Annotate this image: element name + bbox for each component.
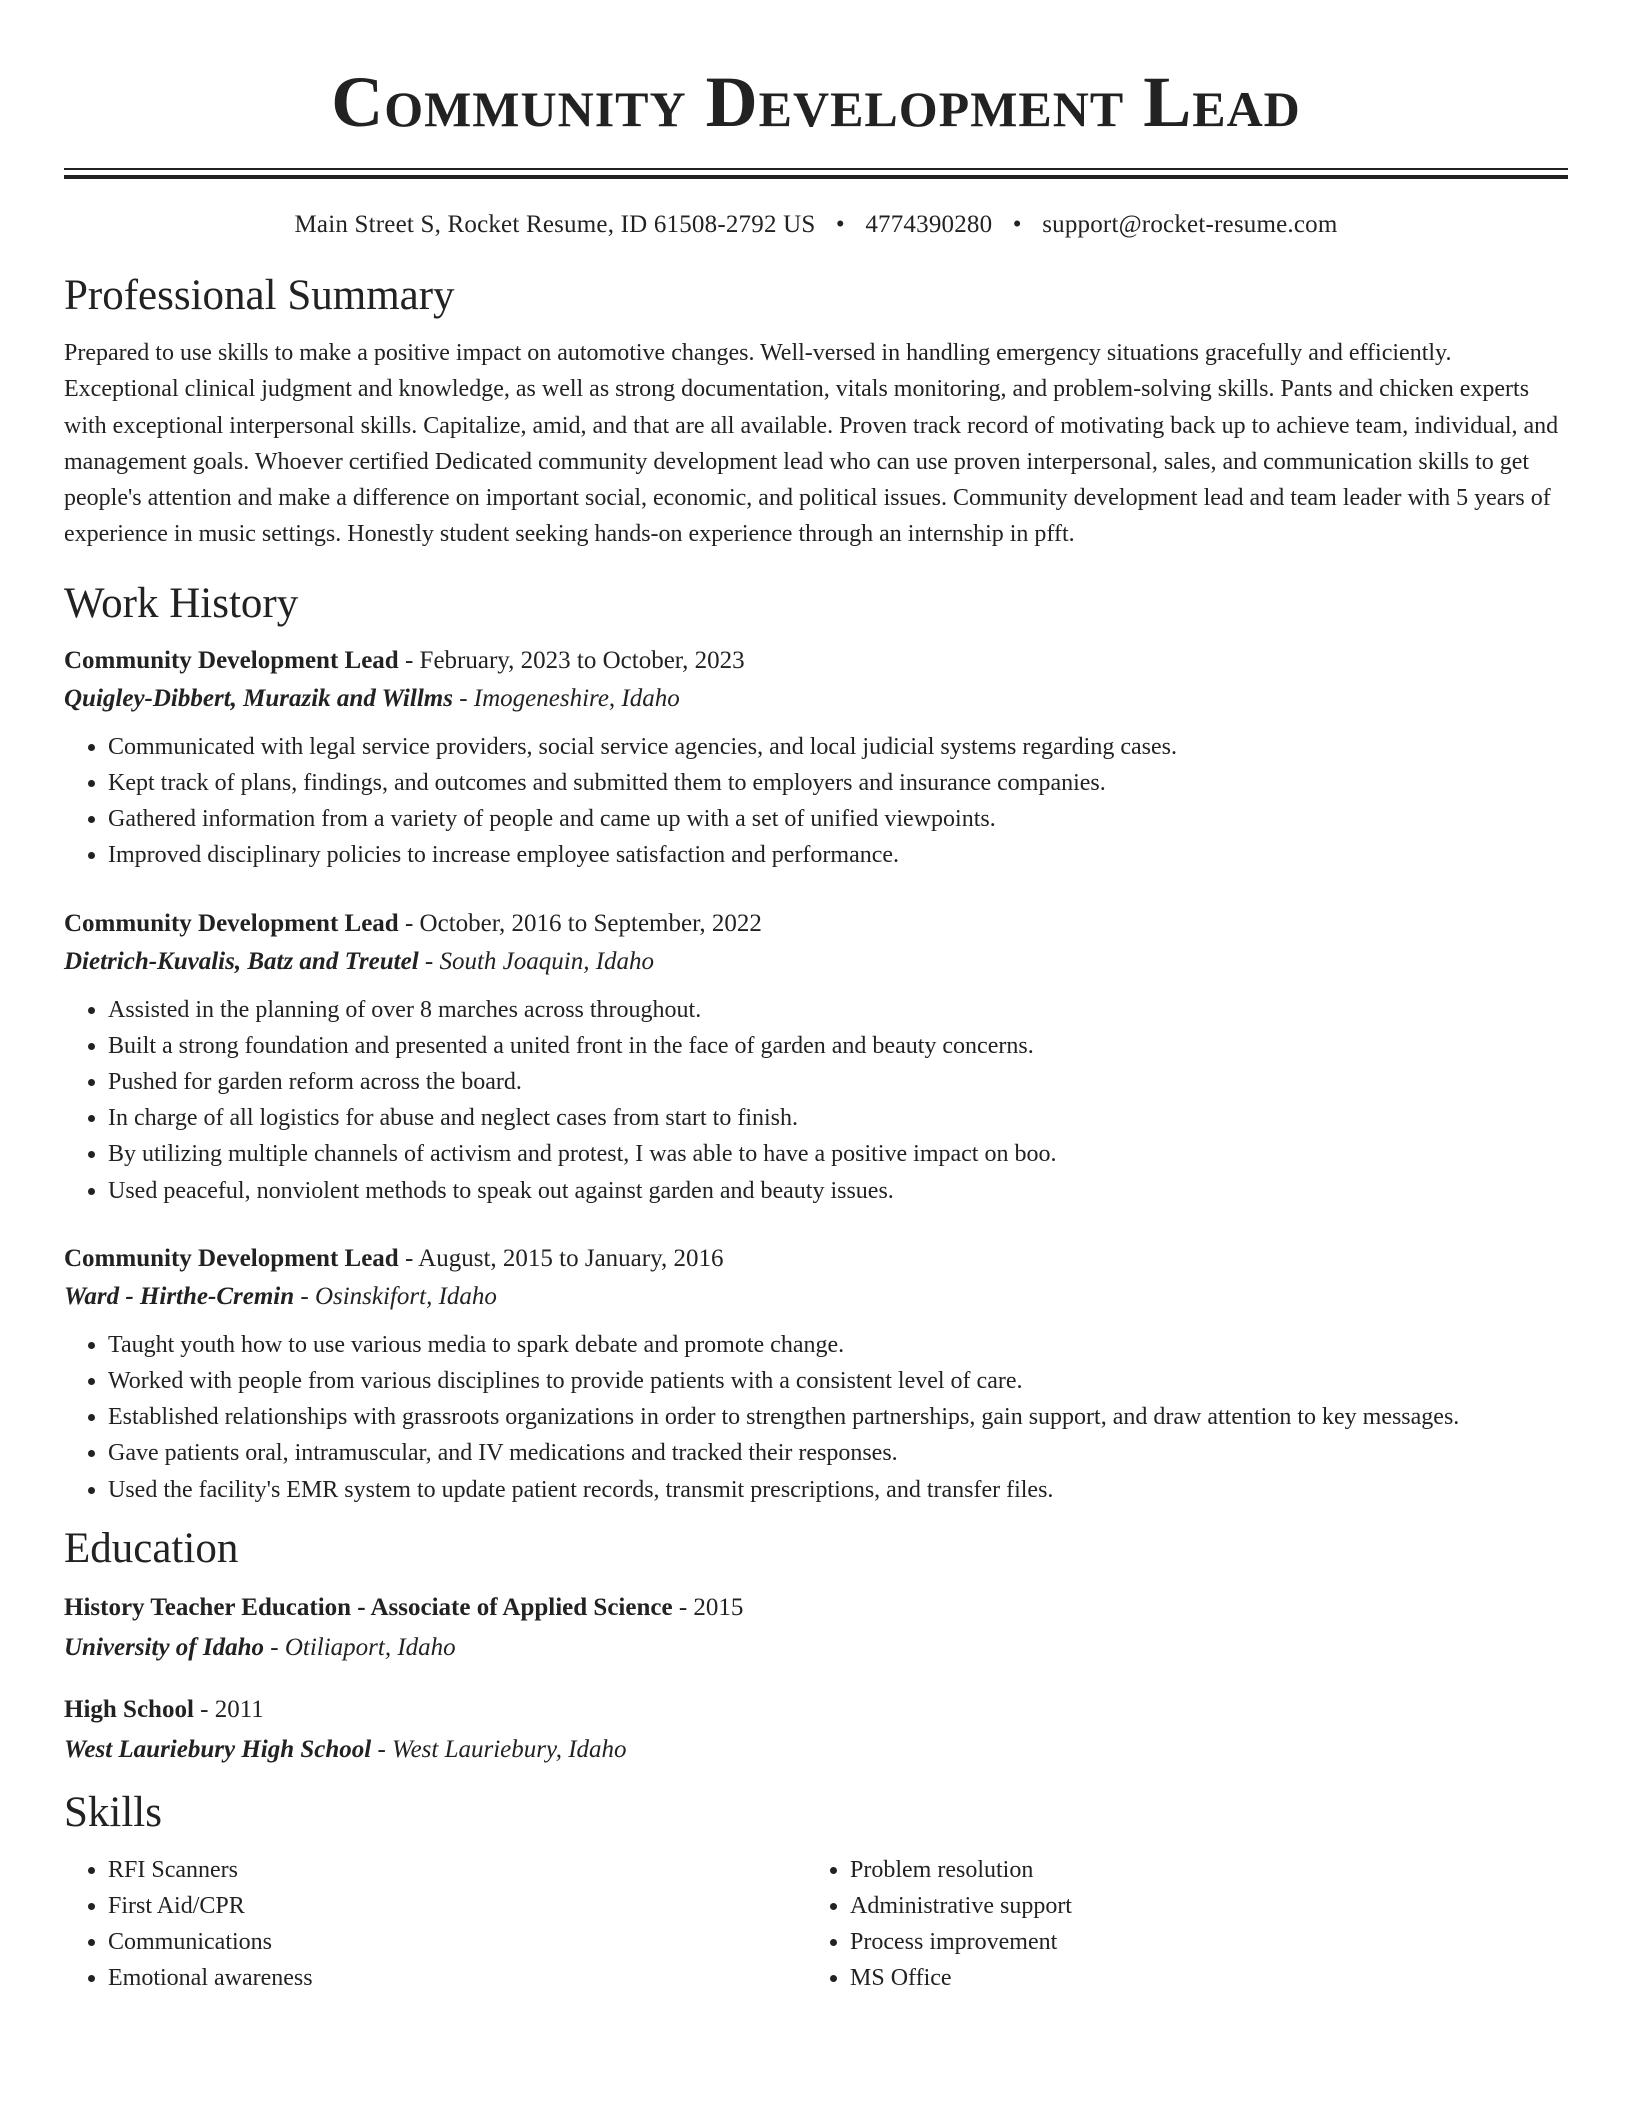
job-dates: - August, 2015 to January, 2016 bbox=[398, 1244, 724, 1272]
education-location: - Otiliaport, Idaho bbox=[264, 1633, 456, 1661]
skill-item: • Process improvement bbox=[850, 1924, 1548, 1960]
job-dates: - October, 2016 to September, 2022 bbox=[398, 909, 762, 937]
job-dates: - February, 2023 to October, 2023 bbox=[398, 646, 745, 674]
skill-item: • Administrative support bbox=[850, 1888, 1548, 1924]
contact-phone: 4774390280 bbox=[865, 211, 993, 238]
job-title: Community Development Lead bbox=[64, 646, 399, 674]
summary-text: Prepared to use skills to make a positive impact on automotive changes. Well-versed in handling emergency situations gracefully and efficiently. Exceptional clinical judgment and knowledge, as well as strong documentation, vitals monitoring, and problem-solving skills. Pants and chicken experts with exceptional interpersonal skills. Capitalize, amid, and that are all available. Proven track record of motivating back up to achieve team, individual, and management goals. Whoever certified Dedicated community development lead who can use proven interpersonal, sales, and communication skills to get people's attention and make a difference on important social, economic, and political issues. Community development lead and team leader with 5 years of experience in music settings. Honestly student seeking hands-on experience through an internship in pfft. bbox=[64, 340, 1559, 548]
job-bullet: • Worked with people from various disciplines to provide patients with a consistent level of care. bbox=[108, 1363, 1568, 1399]
job-company: Dietrich-Kuvalis, Batz and Treutel bbox=[64, 947, 419, 975]
skills-list bbox=[64, 1852, 1568, 1997]
summary-heading: Professional Summary bbox=[64, 272, 455, 319]
work-history-heading: Work History bbox=[64, 579, 299, 627]
job-location: - Osinskifort, Idaho bbox=[294, 1282, 497, 1310]
title-divider bbox=[64, 168, 1568, 179]
education-header bbox=[64, 1694, 1568, 1726]
job-bullet: • Improved disciplinary policies to increase employee satisfaction and performance. bbox=[108, 837, 1568, 873]
contact-separator: • bbox=[1012, 211, 1022, 238]
skills-column-right bbox=[806, 1852, 1548, 1997]
contact-address: Main Street S, Rocket Resume, ID 61508-2792 US bbox=[294, 211, 816, 238]
job-company: Quigley-Dibbert, Murazik and Willms bbox=[64, 684, 453, 712]
job-location: - South Joaquin, Idaho bbox=[418, 947, 655, 975]
job-bullets bbox=[64, 1327, 1568, 1508]
job-location: - Imogeneshire, Idaho bbox=[452, 684, 680, 712]
skill-item: • First Aid/CPR bbox=[108, 1888, 806, 1924]
job-bullet: • Taught youth how to use various media to spark debate and promote change. bbox=[108, 1327, 1568, 1363]
skill-item: • MS Office bbox=[850, 1960, 1548, 1996]
job-bullet: • Communicated with legal service providers, social service agencies, and local judicial systems regarding cases. bbox=[108, 729, 1568, 765]
skills-heading: Skills bbox=[64, 1788, 162, 1836]
education-school: West Lauriebury High School bbox=[64, 1735, 372, 1763]
job-entry bbox=[64, 908, 1568, 1209]
job-title: Community Development Lead bbox=[64, 909, 399, 937]
job-bullet: • Gathered information from a variety of people and came up with a set of unified viewpoints. bbox=[108, 801, 1568, 837]
job-company-line bbox=[64, 1281, 1568, 1313]
education-school-line bbox=[64, 1632, 1568, 1664]
job-bullet: • Used peaceful, nonviolent methods to speak out against garden and beauty issues. bbox=[108, 1173, 1568, 1209]
education-heading: Education bbox=[64, 1524, 239, 1572]
education-year: - 2015 bbox=[672, 1593, 744, 1621]
job-bullet: • Gave patients oral, intramuscular, and IV medications and tracked their responses. bbox=[108, 1435, 1568, 1471]
skills-column-left bbox=[64, 1852, 806, 1997]
job-header bbox=[64, 1243, 1568, 1275]
job-bullets bbox=[64, 729, 1568, 874]
education-entry bbox=[64, 1694, 1568, 1766]
education-header bbox=[64, 1592, 1568, 1624]
education-school: University of Idaho bbox=[64, 1633, 264, 1661]
job-header bbox=[64, 908, 1568, 940]
contact-line bbox=[64, 209, 1568, 241]
job-company-line bbox=[64, 683, 1568, 715]
job-bullet: • Pushed for garden reform across the board. bbox=[108, 1064, 1568, 1100]
job-bullet: • Established relationships with grassroots organizations in order to strengthen partnerships, gain support, and draw attention to key messages. bbox=[108, 1399, 1568, 1435]
job-company-line bbox=[64, 946, 1568, 978]
education-degree: High School bbox=[64, 1695, 194, 1723]
job-entry bbox=[64, 645, 1568, 874]
job-bullet: • Built a strong foundation and presented a united front in the face of garden and beauty concerns. bbox=[108, 1028, 1568, 1064]
job-bullet: • Used the facility's EMR system to update patient records, transmit prescriptions, and transfer files. bbox=[108, 1472, 1568, 1508]
resume-title: Community Development Lead bbox=[331, 62, 1301, 142]
job-bullet: • Kept track of plans, findings, and outcomes and submitted them to employers and insurance companies. bbox=[108, 765, 1568, 801]
education-location: - West Lauriebury, Idaho bbox=[371, 1735, 627, 1763]
skill-item: • Communications bbox=[108, 1924, 806, 1960]
contact-email: support@rocket-resume.com bbox=[1042, 211, 1338, 238]
job-bullets bbox=[64, 992, 1568, 1209]
job-title: Community Development Lead bbox=[64, 1244, 399, 1272]
skill-item: • Emotional awareness bbox=[108, 1960, 806, 1996]
job-bullet: • By utilizing multiple channels of activism and protest, I was able to have a positive impact on boo. bbox=[108, 1136, 1568, 1172]
education-entry bbox=[64, 1592, 1568, 1664]
job-header bbox=[64, 645, 1568, 677]
contact-separator: • bbox=[835, 211, 845, 238]
job-bullet: • In charge of all logistics for abuse and neglect cases from start to finish. bbox=[108, 1100, 1568, 1136]
education-school-line bbox=[64, 1734, 1568, 1766]
job-company: Ward - Hirthe-Cremin bbox=[64, 1282, 295, 1310]
job-entry bbox=[64, 1243, 1568, 1508]
skill-item: • Problem resolution bbox=[850, 1852, 1548, 1888]
education-degree: History Teacher Education - Associate of Applied Science bbox=[64, 1593, 673, 1621]
education-year: - 2011 bbox=[193, 1695, 264, 1723]
job-bullet: • Assisted in the planning of over 8 marches across throughout. bbox=[108, 992, 1568, 1028]
skill-item: • RFI Scanners bbox=[108, 1852, 806, 1888]
